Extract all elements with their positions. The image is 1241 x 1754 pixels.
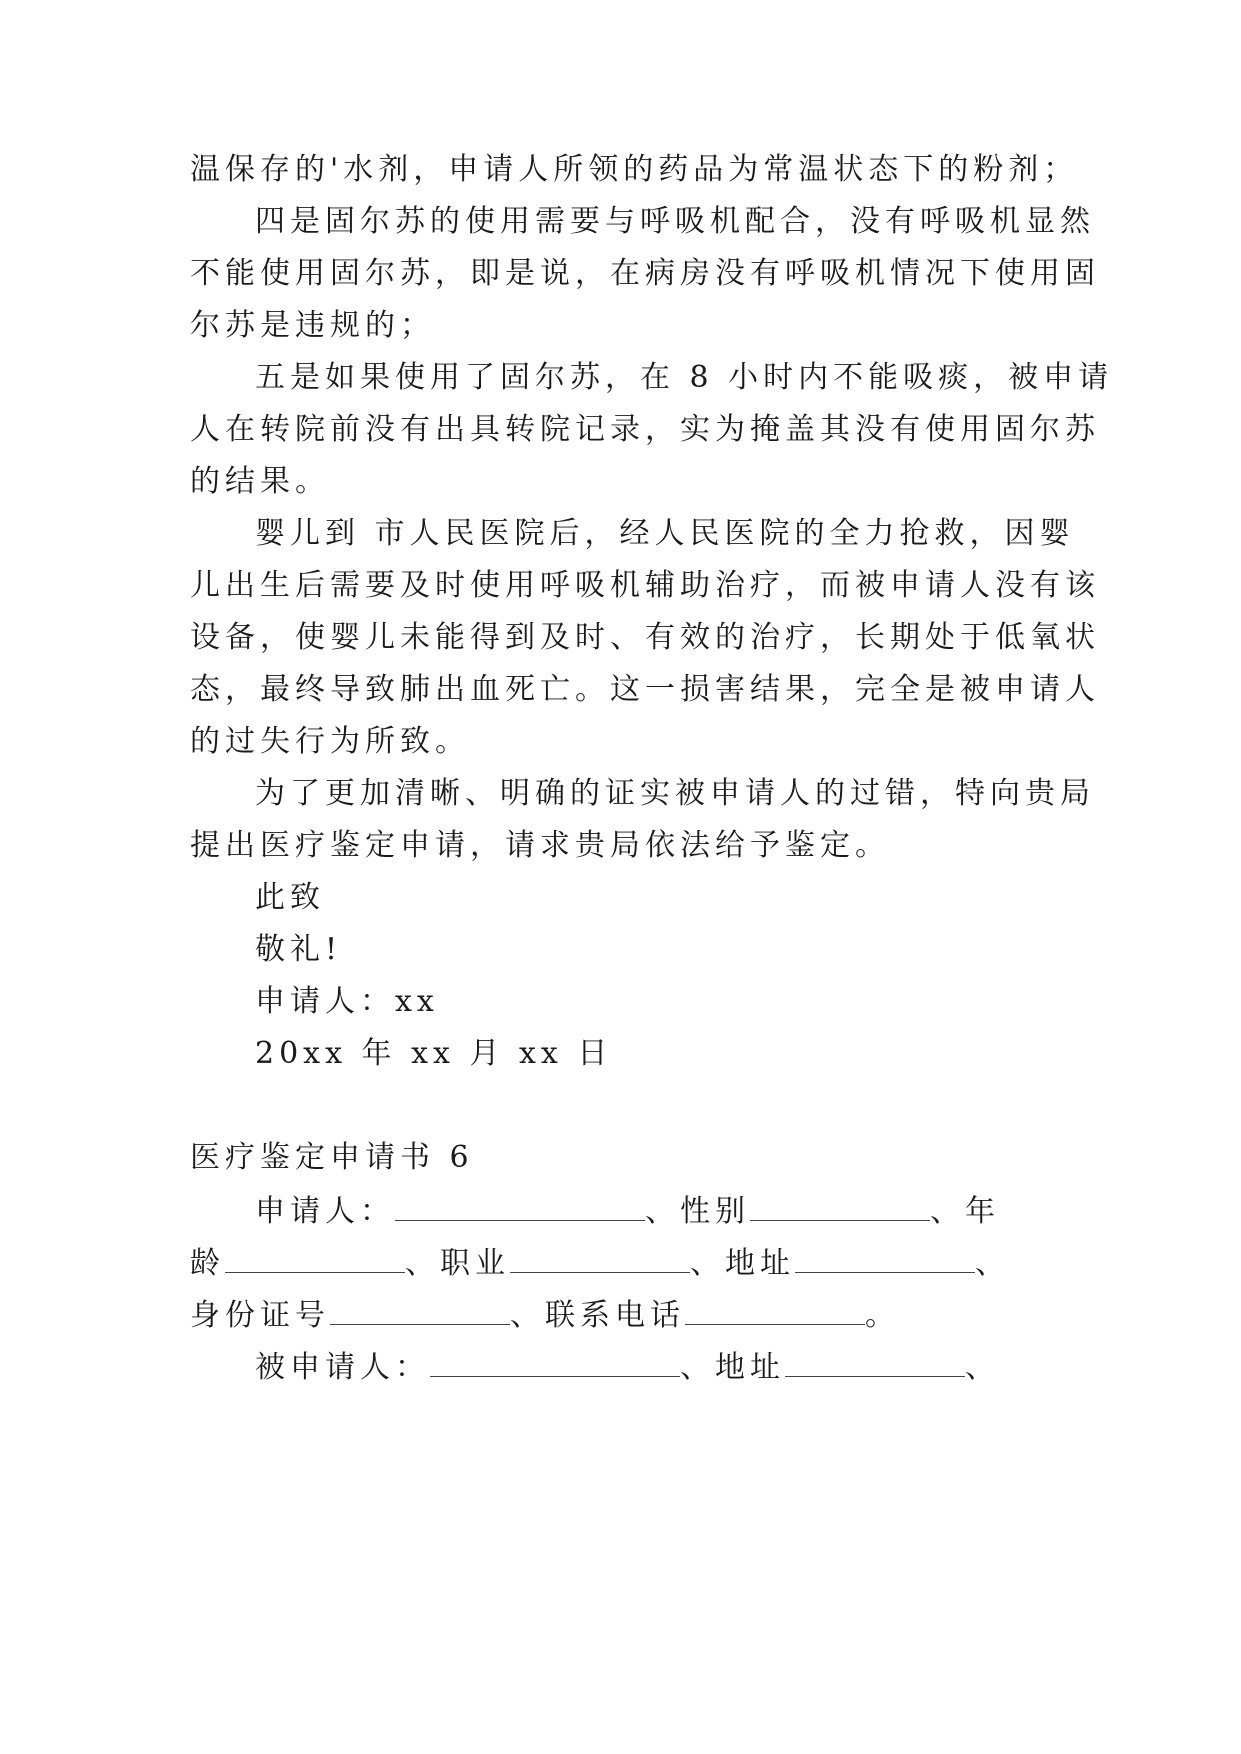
paragraph-line: 为了更加清晰、明确的证实被申请人的过错，特向贵局 [255,776,1095,811]
closing-regards: 敬礼! [255,932,343,967]
id-label: 身份证号 [190,1298,330,1333]
respondent-label: 被申请人： [255,1350,430,1385]
applicant-label: 申请人： [255,1194,395,1229]
applicant-blank[interactable] [395,1190,645,1221]
date-line: 20xx 年 xx 月 xx 日 [255,1036,613,1071]
paragraph-line: 不能使用固尔苏，即是说，在病房没有呼吸机情况下使用固 [190,256,1100,291]
form-applicant-row [255,1190,1000,1230]
paragraph-line: 儿出生后需要及时使用呼吸机辅助治疗，而被申请人没有该 [190,568,1100,603]
paragraph-line: 婴儿到 市人民医院后，经人民医院的全力抢救，因婴 [255,516,1075,551]
respondent-address-blank[interactable] [785,1346,965,1377]
id-blank[interactable] [330,1294,510,1325]
paragraph-line: 的过失行为所致。 [190,724,470,759]
address-blank[interactable] [795,1242,975,1273]
respondent-address-label: 、地址 [680,1350,785,1385]
age-label: 、年 [930,1194,1000,1229]
paragraph-line: 提出医疗鉴定申请，请求贵局依法给予鉴定。 [190,828,890,863]
address-label: 、地址 [690,1246,795,1281]
paragraph-line: 尔苏是违规的； [190,308,435,343]
phone-label: 、联系电话 [510,1298,685,1333]
closing-salutation: 此致 [255,880,325,915]
paragraph-line: 设备，使婴儿未能得到及时、有效的治疗，长期处于低氧状 [190,620,1100,655]
paragraph-line: 五是如果使用了固尔苏，在 8 小时内不能吸痰，被申请 [255,360,1114,395]
respondent-blank[interactable] [430,1346,680,1377]
form-respondent-row [255,1346,1000,1386]
phone-blank[interactable] [685,1294,865,1325]
gender-label: 、性别 [645,1194,750,1229]
phone-end: 。 [865,1298,900,1333]
paragraph-line: 人在转院前没有出具转院记录，实为掩盖其没有使用固尔苏 [190,412,1100,447]
paragraph-line: 态，最终导致肺出血死亡。这一损害结果，完全是被申请人 [190,672,1100,707]
respondent-address-end: 、 [965,1350,1000,1385]
age-blank[interactable] [225,1242,405,1273]
address-end: 、 [975,1246,1010,1281]
occupation-blank[interactable] [510,1242,690,1273]
age-label-cont: 龄 [190,1246,225,1281]
section-title: 医疗鉴定申请书 6 [190,1140,474,1175]
form-age-row [190,1242,1010,1282]
occupation-label: 、职业 [405,1246,510,1281]
paragraph-line: 的结果。 [190,464,330,499]
paragraph-line: 温保存的'水剂，申请人所领的药品为常温状态下的粉剂； [190,152,1079,187]
signature-line: 申请人：xx [255,984,439,1019]
form-id-row [190,1294,900,1334]
paragraph-line: 四是固尔苏的使用需要与呼吸机配合，没有呼吸机显然 [255,204,1095,239]
gender-blank[interactable] [750,1190,930,1221]
